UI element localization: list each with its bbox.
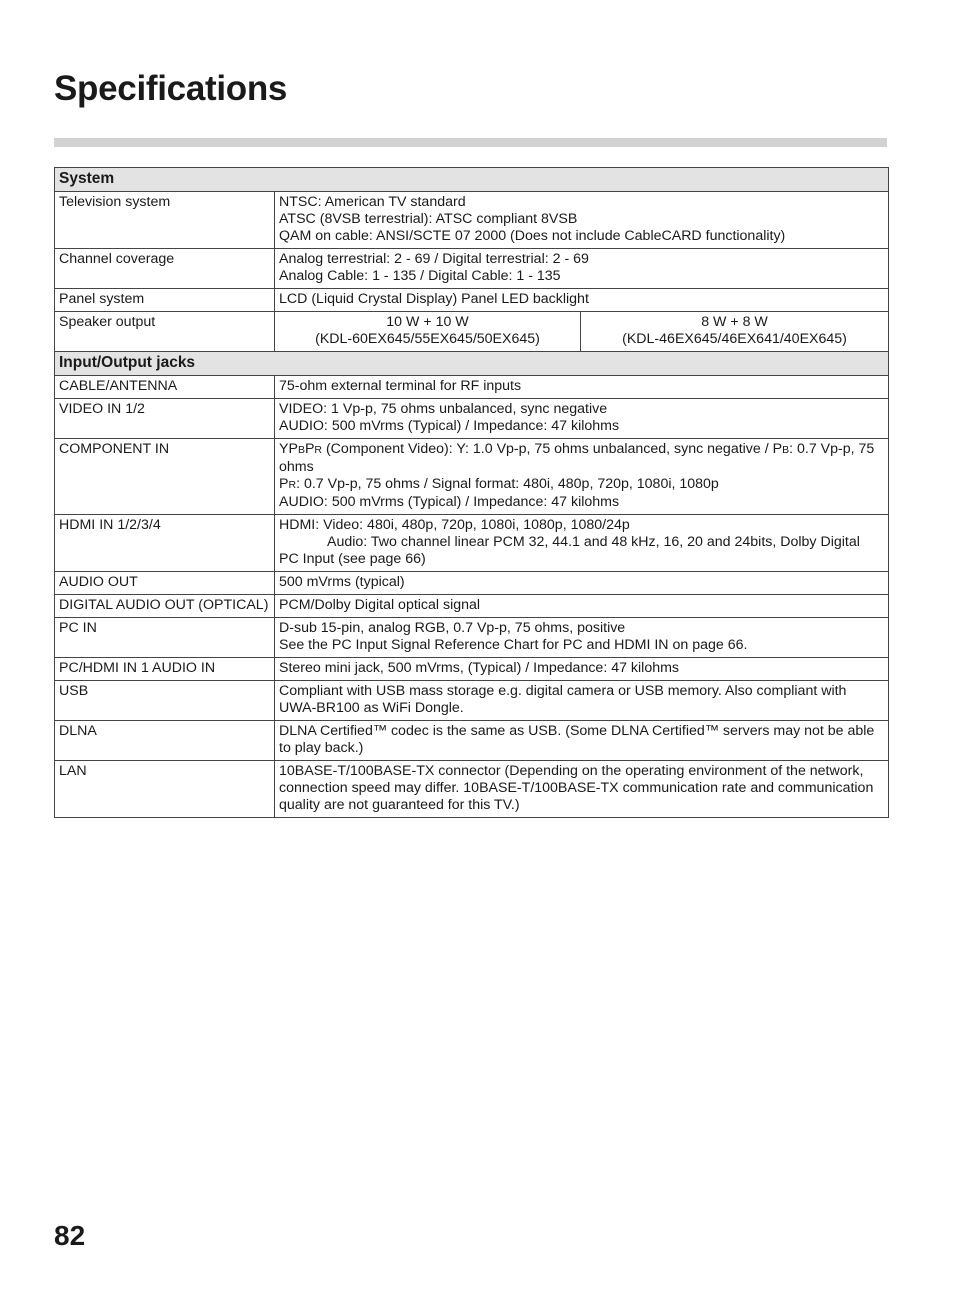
spec-value: Compliant with USB mass storage e.g. digital camera or USB memory. Also compliant with UWA-BR100 as WiFi Dongle. [275, 681, 889, 721]
specifications-table [54, 167, 889, 818]
speaker-models: (KDL-46EX645/46EX641/40EX645) [622, 331, 847, 347]
spec-value [275, 618, 889, 658]
spec-value-line: QAM on cable: ANSI/SCTE 07 2000 (Does not include CableCARD functionality) [279, 228, 786, 244]
spec-value [275, 515, 889, 572]
spec-value: 10BASE-T/100BASE-TX connector (Depending on the operating environment of the network, connection speed may differ. 10BASE-T/100BASE-TX communication rate and communication quality are not guaranteed for this TV.) [275, 761, 889, 818]
spec-label: Television system [55, 192, 275, 249]
title-rule [54, 138, 887, 147]
spec-row-channel-coverage [55, 249, 889, 289]
component-p: P [304, 441, 315, 457]
spec-row-cable-antenna [55, 376, 889, 399]
spec-value [275, 399, 889, 439]
section-title: System [55, 168, 889, 192]
spec-label: Speaker output [55, 312, 275, 352]
spec-label: DLNA [55, 721, 275, 761]
spec-row-component-in [55, 439, 889, 515]
component-subscript-r: R [288, 479, 297, 491]
page-title: Specifications [54, 69, 288, 108]
spec-label: COMPONENT IN [55, 439, 275, 515]
spec-label: VIDEO IN 1/2 [55, 399, 275, 439]
spec-value [275, 192, 889, 249]
spec-value: Stereo mini jack, 500 mVrms, (Typical) / Impedance: 47 kilohms [275, 658, 889, 681]
spec-row-digital-audio-out [55, 595, 889, 618]
spec-value: DLNA Certified™ codec is the same as USB. (Some DLNA Certified™ servers may not be able to play back.) [275, 721, 889, 761]
spec-value [275, 439, 889, 515]
speaker-output-large-models [275, 312, 581, 352]
component-subscript-b: B [297, 444, 305, 456]
section-header-system [55, 168, 889, 192]
spec-label: Channel coverage [55, 249, 275, 289]
spec-row-audio-out [55, 572, 889, 595]
component-line3: AUDIO: 500 mVrms (Typical) / Impedance: 47 kilohms [279, 494, 620, 510]
section-title: Input/Output jacks [55, 352, 889, 376]
spec-value [275, 249, 889, 289]
spec-value: LCD (Liquid Crystal Display) Panel LED backlight [275, 289, 889, 312]
spec-label: CABLE/ANTENNA [55, 376, 275, 399]
section-header-input-output [55, 352, 889, 376]
component-p: P [288, 441, 298, 457]
spec-label: PC IN [55, 618, 275, 658]
page-number: 82 [54, 1220, 86, 1251]
component-line2 [279, 476, 884, 494]
spec-row-pc-in [55, 618, 889, 658]
component-line1-end: : 0.7 Vp-p, 75 ohms [279, 441, 875, 475]
spec-label: Panel system [55, 289, 275, 312]
spec-row-dlna [55, 721, 889, 761]
component-subscript-r: R [314, 444, 323, 456]
spec-value-line: Analog terrestrial: 2 - 69 / Digital terrestrial: 2 - 69 [279, 251, 589, 267]
spec-row-hdmi-in [55, 515, 889, 572]
spec-row-video-in [55, 399, 889, 439]
spec-row-lan [55, 761, 889, 818]
spec-label: PC/HDMI IN 1 AUDIO IN [55, 658, 275, 681]
speaker-power: 10 W + 10 W [386, 314, 469, 330]
spec-value-line: VIDEO: 1 Vp-p, 75 ohms unbalanced, sync negative [279, 401, 608, 417]
spec-row-speaker-output [55, 312, 889, 352]
component-p: P [772, 441, 783, 457]
spec-label: LAN [55, 761, 275, 818]
hdmi-audio-line: Audio: Two channel linear PCM 32, 44.1 and 48 kHz, 16, 20 and 24bits, Dolby Digital [327, 534, 860, 550]
spec-value: 75-ohm external terminal for RF inputs [275, 376, 889, 399]
speaker-models: (KDL-60EX645/55EX645/50EX645) [315, 331, 540, 347]
speaker-power: 8 W + 8 W [701, 314, 768, 330]
spec-label: DIGITAL AUDIO OUT (OPTICAL) [55, 595, 275, 618]
spec-row-television-system [55, 192, 889, 249]
spec-value-line: AUDIO: 500 mVrms (Typical) / Impedance: 47 kilohms [279, 418, 620, 434]
spec-value-line: D-sub 15-pin, analog RGB, 0.7 Vp-p, 75 ohms, positive [279, 620, 626, 636]
spec-value: 500 mVrms (typical) [275, 572, 889, 595]
component-y: Y [279, 441, 289, 457]
spec-row-panel-system [55, 289, 889, 312]
spec-row-usb [55, 681, 889, 721]
hdmi-video-line: HDMI: Video: 480i, 480p, 720p, 1080i, 1080p, 1080/24p [279, 517, 630, 533]
component-p: P [279, 476, 289, 492]
spec-row-pc-hdmi-audio-in [55, 658, 889, 681]
spec-label: HDMI IN 1/2/3/4 [55, 515, 275, 572]
hdmi-pc-input-line: PC Input (see page 66) [279, 551, 426, 567]
spec-value: PCM/Dolby Digital optical signal [275, 595, 889, 618]
component-line1-text: (Component Video): Y: 1.0 Vp-p, 75 ohms unbalanced, sync negative / [322, 441, 773, 457]
spec-value-line: Analog Cable: 1 - 135 / Digital Cable: 1 - 135 [279, 268, 561, 284]
spec-label: USB [55, 681, 275, 721]
spec-value-line: NTSC: American TV standard [279, 194, 466, 210]
spec-value-line: See the PC Input Signal Reference Chart for PC and HDMI IN on page 66. [279, 637, 748, 653]
spec-value-line: ATSC (8VSB terrestrial): ATSC compliant 8VSB [279, 211, 578, 227]
component-line2-text: : 0.7 Vp-p, 75 ohms / Signal format: 480i, 480p, 720p, 1080i, 1080p [296, 476, 719, 492]
component-subscript-b: B [782, 444, 790, 456]
speaker-output-small-models [581, 312, 889, 352]
spec-label: AUDIO OUT [55, 572, 275, 595]
